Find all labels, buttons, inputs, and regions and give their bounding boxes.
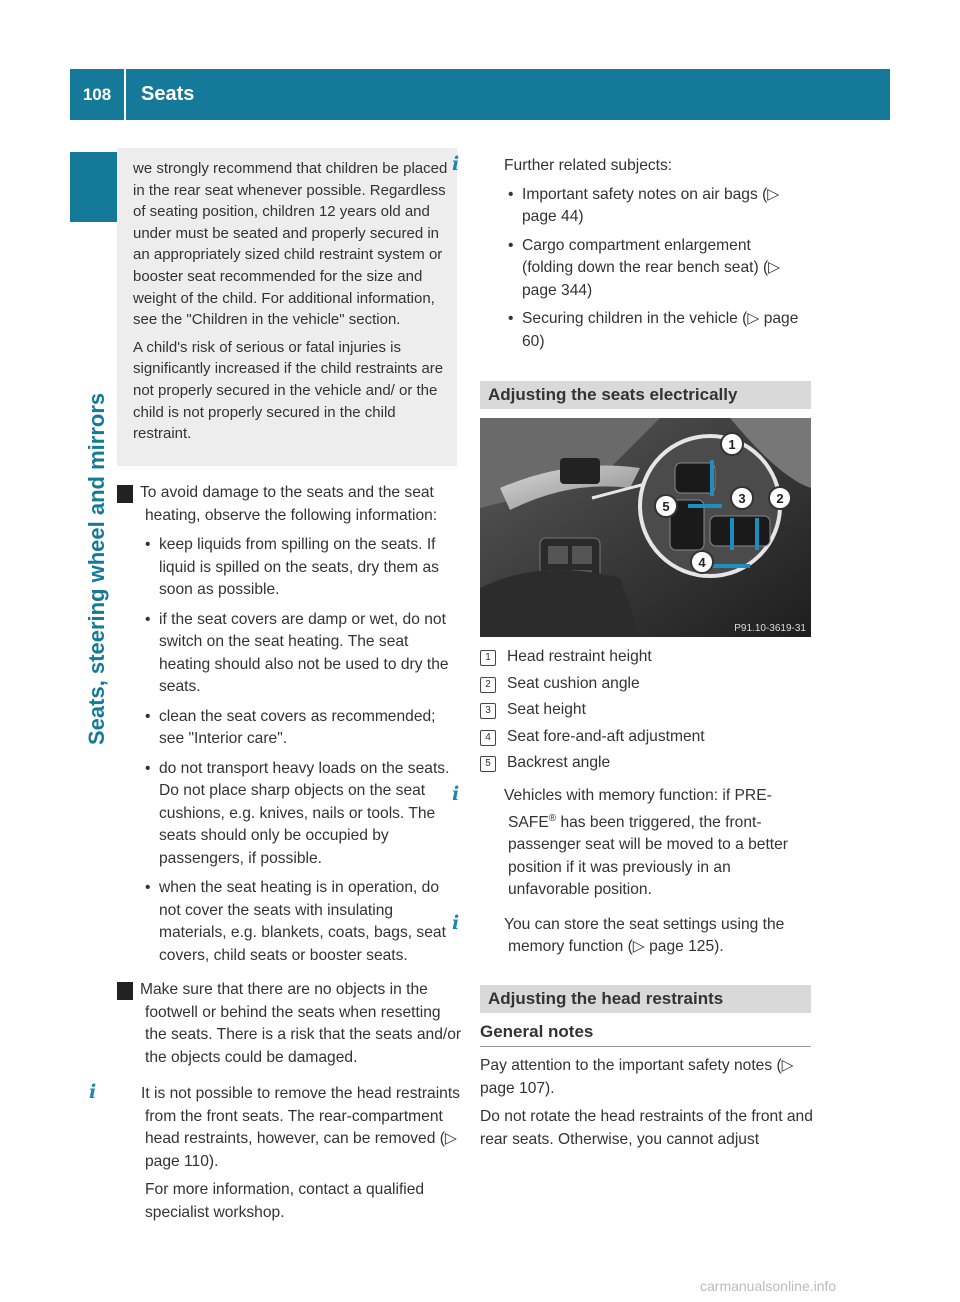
info-icon: i bbox=[452, 783, 460, 805]
related-subjects bbox=[452, 153, 800, 353]
divider bbox=[480, 1046, 811, 1047]
legend-item: 2 Seat cushion angle bbox=[480, 673, 810, 696]
callout-4: 4 bbox=[698, 555, 706, 570]
paragraph: Pay attention to the important safety notes (▷ page 107). bbox=[480, 1057, 794, 1097]
page-title: Seats bbox=[141, 83, 195, 105]
list-item: • do not transport heavy loads on the seats. Do not place sharp objects on the seat cushions, e.g. knives, nails or tools. The seats should only be occupied by passengers, if possible. bbox=[145, 759, 450, 867]
figure-legend bbox=[480, 646, 810, 779]
list-item: • Cargo compartment enlargement (folding down the rear bench seat) (▷ page 344) bbox=[508, 236, 781, 299]
warning-text: we strongly recommend that children be placed in the rear seat whenever possible. Regardless of seating position, children 12 years old and under must be seated and properly secured in an appropriately sized child restraint system or booster seat recommended for the size and weight of the child. For additional information, see the "Children in the vehicle" section. bbox=[133, 160, 448, 329]
callout-1: 1 bbox=[728, 437, 736, 452]
info-icon: i bbox=[89, 1081, 97, 1103]
side-tab-label: Seats, steering wheel and mirrors bbox=[84, 392, 109, 745]
subsection-heading: General notes bbox=[480, 1022, 594, 1041]
callout-5: 5 bbox=[662, 499, 670, 514]
caution-icon: ! bbox=[117, 982, 133, 1000]
caution-icon: ! bbox=[117, 485, 133, 503]
page-number: 108 bbox=[70, 69, 126, 120]
general-notes bbox=[480, 1055, 815, 1151]
related-title: i Further related subjects: bbox=[452, 153, 673, 175]
list-item: • clean the seat covers as recommended; see "Interior care". bbox=[145, 707, 436, 747]
info-icon: i bbox=[452, 911, 460, 934]
head-restraint-note: i It is not possible to remove the head restraints from the front seats. The rear-compartment head restraints, however, can be removed (▷ page 110). bbox=[89, 1081, 460, 1170]
list-item: • if the seat covers are damp or wet, do not switch on the seat heating. The seat heating should also not be used to dry the seats. bbox=[145, 610, 449, 695]
seat-controls-figure bbox=[480, 418, 811, 637]
warning-text: A child's risk of serious or fatal injuries is significantly increased if the child restraints are not properly secured in the vehicle and/ or the child is not properly secured in the child restraint. bbox=[133, 338, 444, 443]
list-item: • when the seat heating is in operation, do not cover the seats with insulating materials, e.g. blankets, coats, bags, seat covers, child seats or booster seats. bbox=[145, 879, 446, 964]
memory-note: i You can store the seat settings using the memory function (▷ page 125). bbox=[452, 911, 785, 956]
info-icon: i bbox=[452, 153, 460, 175]
list-item: • keep liquids from spilling on the seats. If liquid is spilled on the seats, dry them as soon as possible. bbox=[145, 536, 439, 598]
damage-note: ! To avoid damage to the seats and the seat heating, observe the following information: bbox=[108, 484, 438, 524]
paragraph: Do not rotate the head restraints of the front and rear seats. Otherwise, you cannot adjust bbox=[480, 1108, 813, 1148]
legend-item: 5 Backrest angle bbox=[480, 752, 810, 775]
footwell-note: ! Make sure that there are no objects in the footwell or behind the seats when resetting the seats. There is a risk that the seats and/or the objects could be damaged. bbox=[108, 981, 462, 1066]
pre-safe-note: i Vehicles with memory function: if PRE-SAFE® has been triggered, the front-passenger seat will be moved to a better position if it was previously in an unfavorable position. bbox=[452, 783, 788, 899]
callout-3: 3 bbox=[738, 491, 746, 506]
legend-item: 3 Seat height bbox=[480, 699, 810, 722]
warning-box bbox=[117, 148, 457, 466]
legend-item: 1 Head restraint height bbox=[480, 646, 810, 669]
list-item: • Securing children in the vehicle (▷ page 60) bbox=[508, 310, 799, 350]
section-heading: Adjusting the head restraints bbox=[480, 985, 811, 1013]
legend-item: 4 Seat fore-and-aft adjustment bbox=[480, 726, 810, 749]
list-item: • Important safety notes on air bags (▷ page 44) bbox=[508, 185, 780, 225]
figure-code: P91.10-3619-31 bbox=[734, 623, 806, 634]
callout-2: 2 bbox=[776, 491, 784, 506]
watermark: carmanualsonline.info bbox=[700, 1278, 837, 1294]
section-heading: Adjusting the seats electrically bbox=[480, 381, 811, 409]
seat-controls-illustration bbox=[480, 418, 811, 637]
workshop-note: For more information, contact a qualified specialist workshop. bbox=[145, 1181, 425, 1221]
memory-notes bbox=[452, 783, 815, 959]
